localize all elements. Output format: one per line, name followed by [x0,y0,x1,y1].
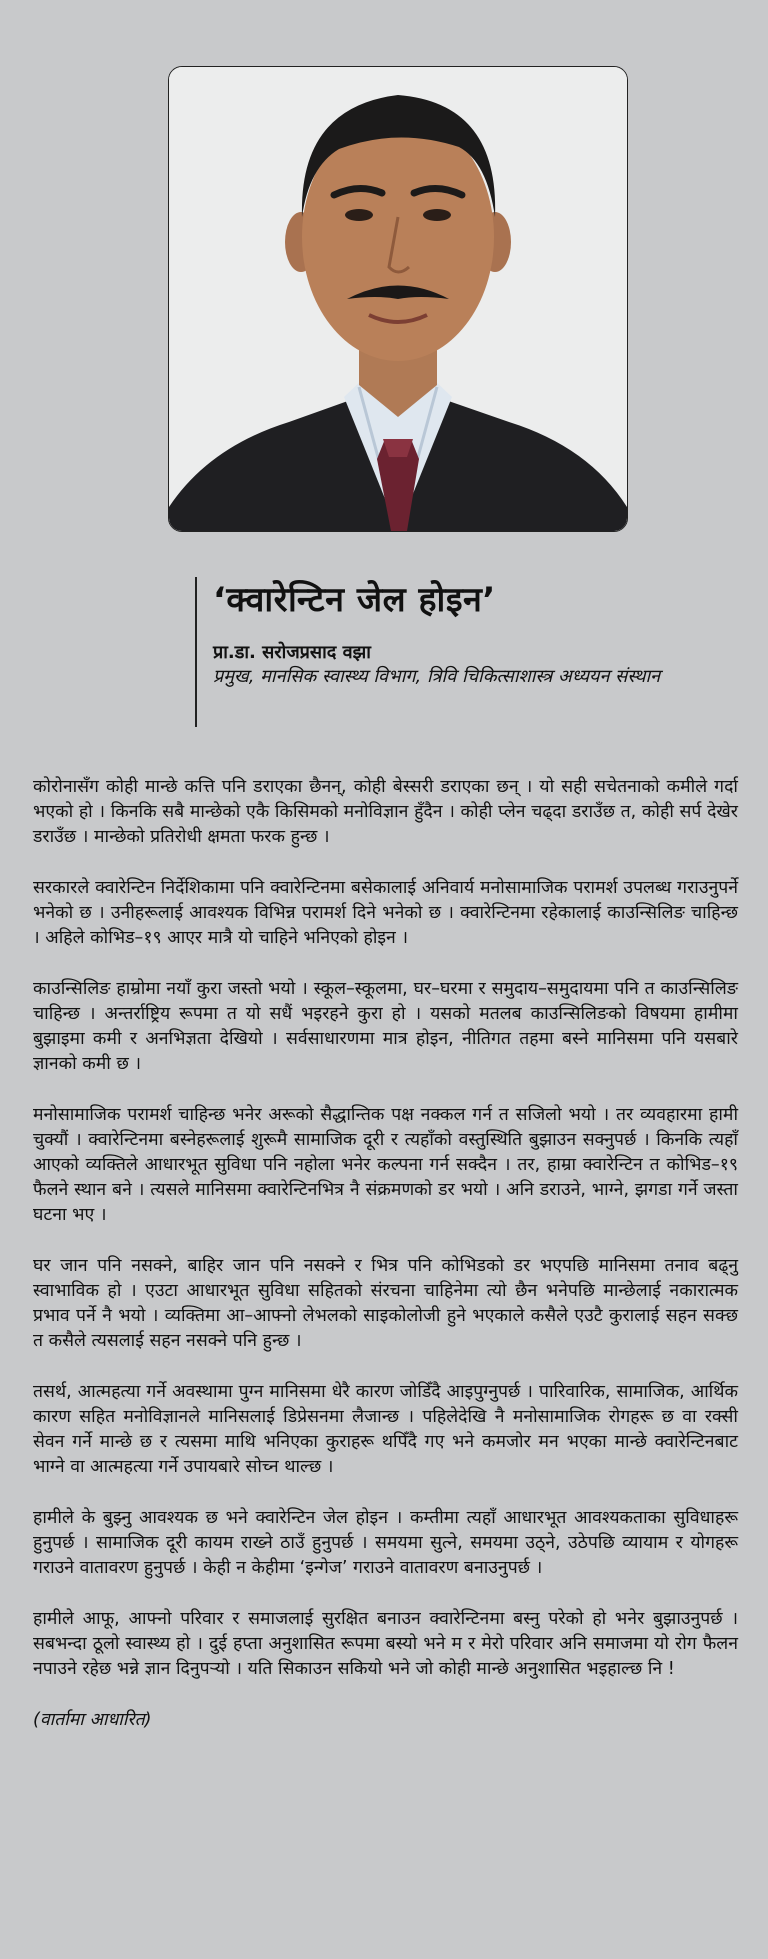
paragraph: मनोसामाजिक परामर्श चाहिन्छ भनेर अरूको सैद्धान्तिक पक्ष नक्कल गर्न त सजिलो भयो । तर व्यवहारमा हामी चुक्यौं । क्वारेन्टिनमा बस्नेहरूलाई शुरूमै सामाजिक दूरी र त्यहाँको वस्तुस्थिति बुझाउन सक्नुपर्छ । किनकि त्यहाँ आएको व्यक्तिले आधारभूत सुविधा पनि नहोला भनेर कल्पना गर्न सक्दैन । तर, हाम्रा क्वारेन्टिन त कोभिड–१९ फैलने स्थान बने । त्यसले मानिसमा क्वारेन्टिनभित्र नै संक्रमणको डर भयो । अनि डराउने, भाग्ने, झगडा गर्ने जस्ता घटना भए । [33,1105,739,1225]
paragraph: हामीले आफू, आफ्नो परिवार र समाजलाई सुरक्षित बनाउन क्वारेन्टिनमा बस्नु परेको हो भनेर बुझाउनुपर्छ । सबभन्दा ठूलो स्वास्थ्य हो । दुई हप्ता अनुशासित रूपमा बस्यो भने म र मेरो परिवार अनि समाजमा यो रोग फैलन नपाउने रहेछ भन्ने ज्ञान दिनुपर्‍यो । यति सिकाउन सकियो भने जो कोही मान्छे अनुशासित भइहाल्छ नि ! [33,1609,738,1679]
paragraph: हामीले के बुझ्नु आवश्यक छ भने क्वारेन्टिन जेल होइन । कम्तीमा त्यहाँ आधारभूत आवश्यकताका सुविधाहरू हुनुपर्छ । सामाजिक दूरी कायम राख्ने ठाउँ हुनुपर्छ । समयमा सुत्ने, समयमा उठ्ने, उठेपछि व्यायाम र योगहरू गराउने वातावरण हुनुपर्छ । केही न केहीमा ‘इन्गेज’ गराउने वातावरण बनाउनुपर्छ । [33,1508,738,1578]
paragraph: तसर्थ, आत्महत्या गर्ने अवस्थामा पुग्न मानिसमा धेरै कारण जोडिँदै आइपुग्नुपर्छ । पारिवारिक, सामाजिक, आर्थिक कारण सहित मनोविज्ञानले मानिसलाई डिप्रेसनमा लैजान्छ । पहिलेदेखि नै मनोसामाजिक रोगहरू छ वा रक्सी सेवन गर्ने मान्छे छ र त्यसमा माथि भनिएका कुराहरू थपिँदै गए भने कमजोर मन भएका मान्छे क्वारेन्टिनबाट भाग्ने वा आत्महत्या गर्ने उपायबारे सोच्न थाल्छ । [33,1382,738,1477]
author-photo [168,66,628,532]
article-body [33,775,738,1759]
author-affiliation: प्रमुख, मानसिक स्वास्थ्य विभाग, त्रिवि चिकित्साशास्त्र अध्ययन संस्थान [213,666,661,687]
article-title: ‘क्वारेन्टिन जेल होइन’ [213,580,496,620]
paragraph: कोरोनासँग कोही मान्छे कत्ति पनि डराएका छैनन्, कोही बेस्सरी डराएका छन् । यो सही सचेतनाको कमीले गर्दा भएको हो । किनकि सबै मान्छेको एकै किसिमको मनोविज्ञान हुँदैन । कोही प्लेन चढ्दा डराउँछ त, कोही सर्प देखेर डराउँछ । मान्छेको प्रतिरोधी क्षमता फरक हुन्छ । [33,777,738,847]
source-note: (वार्तामा आधारित) [33,1710,152,1730]
paragraph: घर जान पनि नसक्ने, बाहिर जान पनि नसक्ने र भित्र पनि कोभिडको डर भएपछि मानिसमा तनाव बढ्नु स्वाभाविक हो । एउटा आधारभूत सुविधा सहितको संरचना चाहिनेमा त्यो छैन भनेपछि मान्छेलाई नकारात्मक प्रभाव पर्ने नै भयो । व्यक्तिमा आ–आफ्नो लेभलको साइकोलोजी हुने भएकाले कसैले एउटै कुरालाई सहन सक्छ त कसैले त्यसलाई सहन नसक्ने पनि हुन्छ । [33,1256,738,1351]
article-header [195,577,768,727]
paragraph: सरकारले क्वारेन्टिन निर्देशिकामा पनि क्वारेन्टिनमा बसेकालाई अनिवार्य मनोसामाजिक परामर्श उपलब्ध गराउनुपर्ने भनेको छ । उनीहरूलाई आवश्यक विभिन्न परामर्श दिने भनेको छ । क्वारेन्टिनमा रहेकालाई काउन्सिलिङ चाहिन्छ । अहिले कोभिड–१९ आएर मात्रै यो चाहिने भनिएको होइन । [33,878,738,948]
paragraph: काउन्सिलिङ हाम्रोमा नयाँ कुरा जस्तो भयो । स्कूल–स्कूलमा, घर–घरमा र समुदाय–समुदायमा पनि त काउन्सिलिङ चाहिन्छ । अन्तर्राष्ट्रिय रूपमा त यो सधैं भइरहने कुरा हो । यसको मतलब काउन्सिलिङको विषयमा हामीमा बुझाइमा कमी र अनभिज्ञता देखियो । सर्वसाधारणमा मात्र होइन, नीतिगत तहमा बस्ने मानिसमा पनि यसबारे ज्ञानको कमी छ । [33,979,738,1074]
author-name: प्रा.डा. सरोजप्रसाद वझा [213,642,371,663]
